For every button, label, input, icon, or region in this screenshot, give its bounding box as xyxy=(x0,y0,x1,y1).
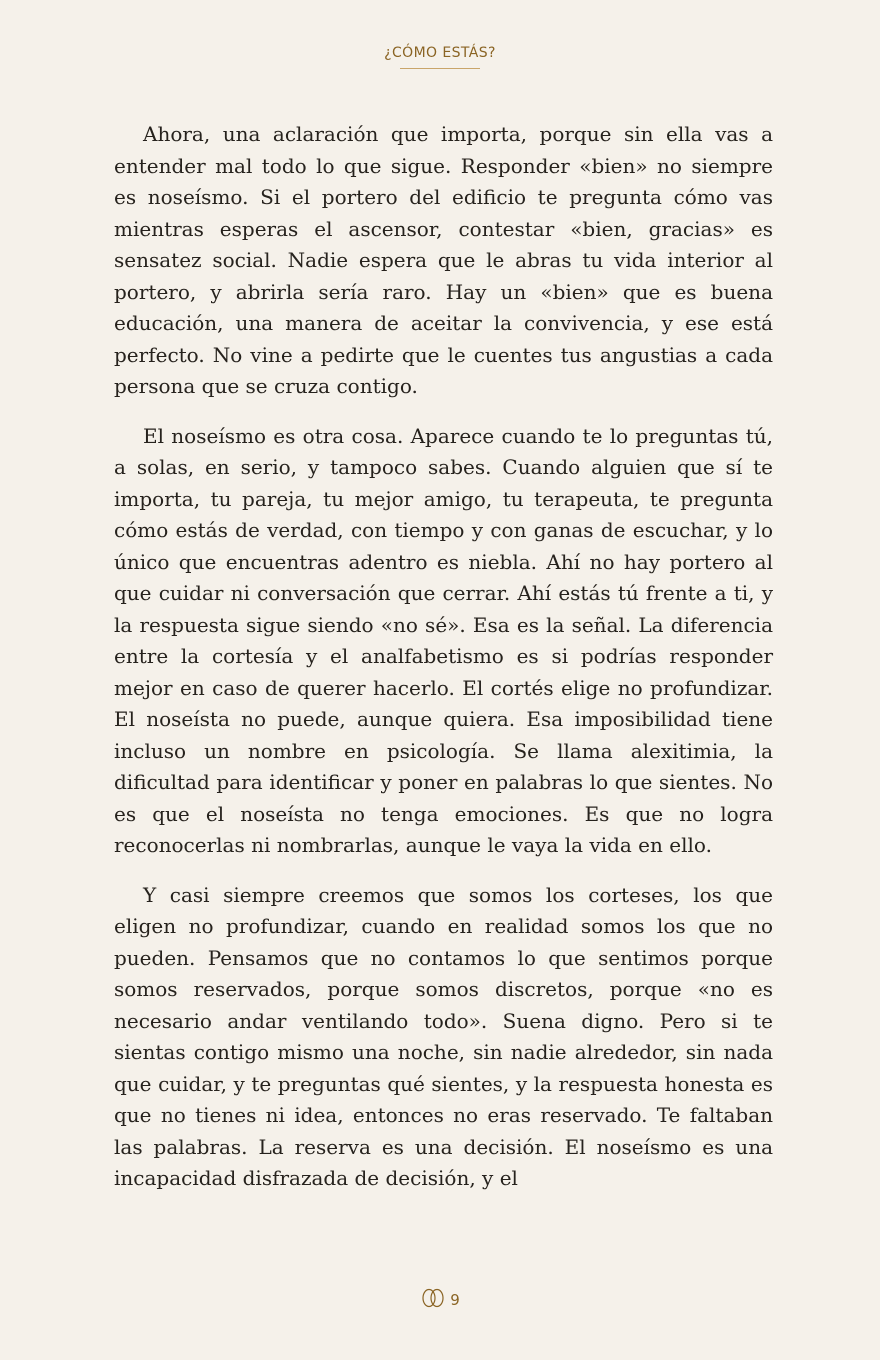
paragraph-3: Y casi siempre creemos que somos los corteses, los que eligen no profundizar, cuando en realidad somos los que no pueden. Pensamos que no contamos lo que sentimos porque somos reservados, porque somos discretos, porque «no es necesario andar ventilando todo». Suena digno. Pero si te sientas contigo mismo una noche, sin nadie alrededor, sin nada que cuidar, y te preguntas qué sientes, y la respuesta honesta es que no tienes ni idea, entonces no eras reservado. Te faltaban las palabras. La reserva es una decisión. El noseísmo es una incapacidad disfrazada de decisión, y el xyxy=(114,882,773,1190)
page-footer xyxy=(0,1288,880,1312)
paragraph-2: El noseísmo es otra cosa. Aparece cuando te lo preguntas tú, a solas, en serio, y tampoco sabes. Cuando alguien que sí te importa, tu pareja, tu mejor amigo, tu terapeuta, te pregunta cómo estás de verdad, con tiempo y con ganas de escuchar, y lo único que encuentras adentro es niebla. Ahí no hay portero al que cuidar ni conversación que cerrar. Ahí estás tú frente a ti, y la respuesta sigue siendo «no sé». Esa es la señal. La diferencia entre la cortesía y el analfabetismo es si podrías responder mejor en caso de querer hacerlo. El cortés elige no profundizar. El noseísta no puede, aunque quiera. Esa imposibilidad tiene incluso un nombre en psicología. Se llama alexitimia, la dificultad para identificar y poner en palabras lo que sientes. No es que el noseísta no tenga emociones. Es que no logra reconocerlas ni nombrarlas, aunque le vaya la vida en ello. xyxy=(114,423,773,857)
running-head: ¿CÓMO ESTÁS? xyxy=(384,45,496,61)
page-number: 9 xyxy=(450,1291,460,1309)
double-ring-ornament-icon xyxy=(420,1288,446,1312)
running-head-rule xyxy=(400,68,480,69)
body-text xyxy=(114,119,773,1213)
paragraph-1: Ahora, una aclaración que importa, porque sin ella vas a entender mal todo lo que sigue. Responder «bien» no siempre es noseísmo. Si el portero del edificio te pregunta cómo vas mientras esperas el ascensor, contestar «bien, gracias» es sensatez social. Nadie espera que le abras tu vida interior al portero, y abrirla sería raro. Hay un «bien» que es buena educación, una manera de aceitar la convivencia, y ese está perfecto. No vine a pedirte que le cuentes tus angustias a cada persona que se cruza contigo. xyxy=(114,122,773,398)
